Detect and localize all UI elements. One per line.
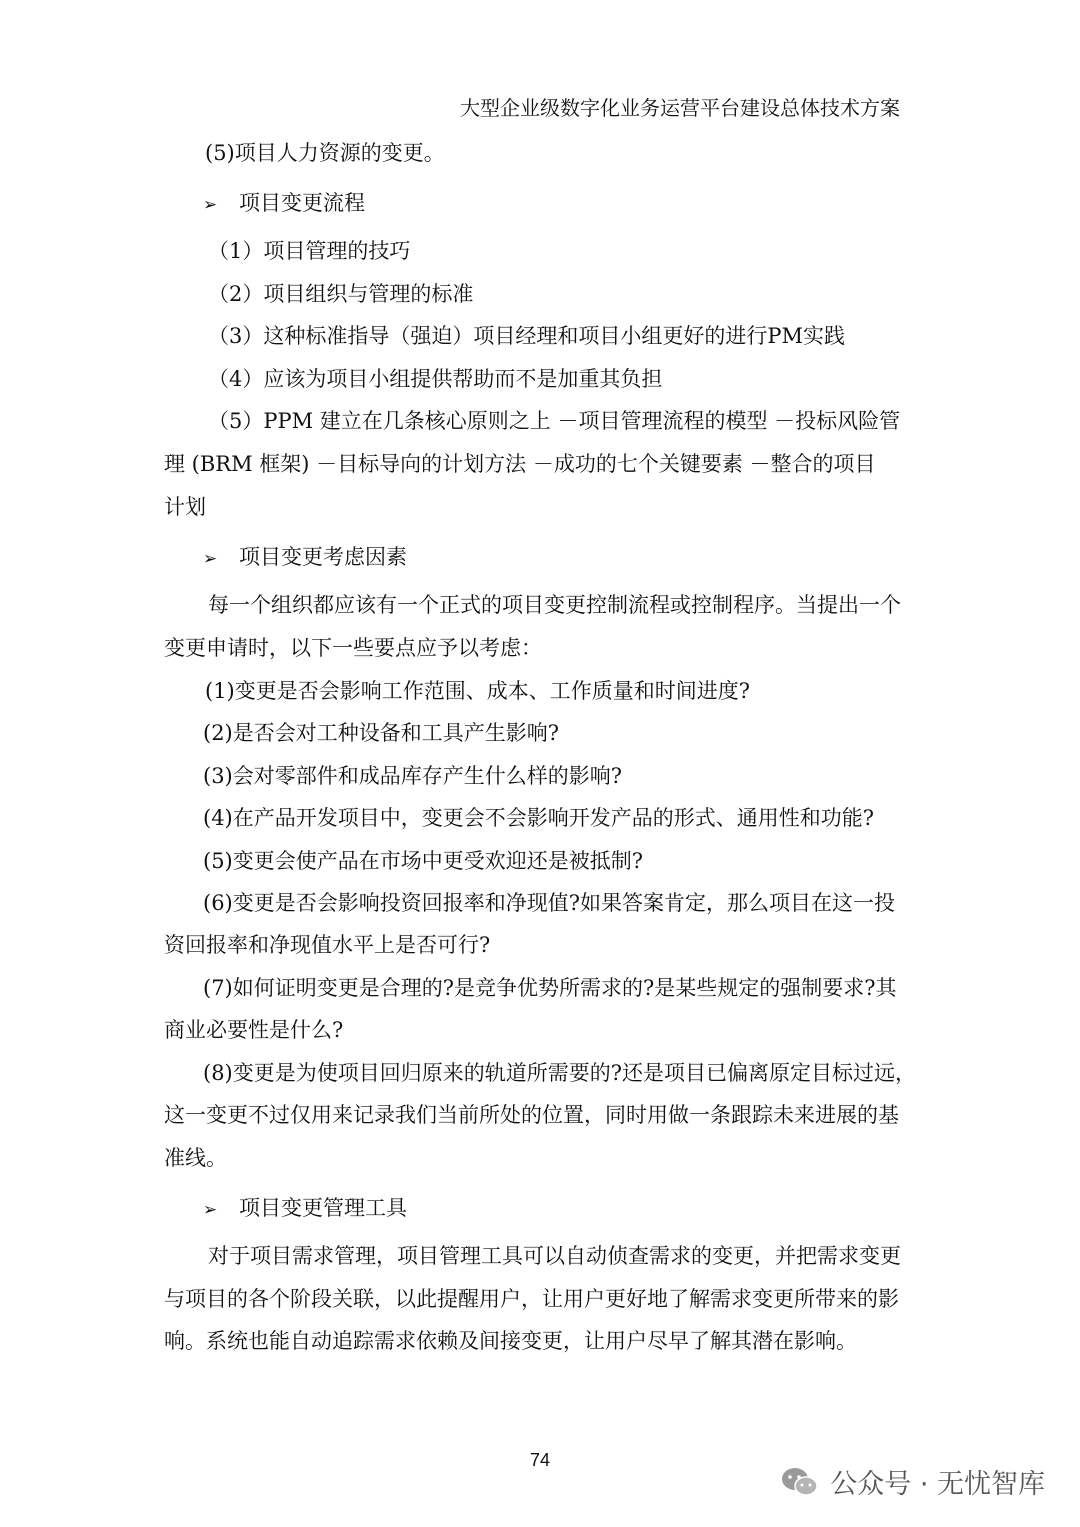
page-number: 74 xyxy=(529,1450,551,1470)
list-item: (5)变更会使产品在市场中更受欢迎还是被抵制? xyxy=(203,849,644,873)
list-item: (2)是否会对工种设备和工具产生影响? xyxy=(203,721,560,745)
list-item-continuation: 这一变更不过仅用来记录我们当前所处的位置，同时用做一条跟踪未来进展的基 xyxy=(164,1103,899,1127)
list-item: （5）PPM 建立在几条核心原则之上 －项目管理流程的模型 －投标风险管 xyxy=(208,409,901,433)
list-item: (8)变更是为使项目回归原来的轨道所需要的?还是项目已偏离原定目标过远， xyxy=(203,1061,917,1085)
list-item: （4）应该为项目小组提供帮助而不是加重其负担 xyxy=(208,367,663,391)
list-item-continuation: 计划 xyxy=(164,495,206,519)
list-item-continuation: 资回报率和净现值水平上是否可行? xyxy=(164,933,491,957)
heading-text: 项目变更流程 xyxy=(239,191,365,215)
list-item-continuation: 准线。 xyxy=(164,1146,227,1170)
list-item: （1）项目管理的技巧 xyxy=(208,239,411,263)
section-heading xyxy=(203,542,407,574)
list-item: (1)变更是否会影响工作范围、成本、工作质量和时间进度? xyxy=(205,679,751,703)
paragraph-line: 响。系统也能自动追踪需求依赖及间接变更，让用户尽早了解其潜在影响。 xyxy=(164,1329,857,1353)
paragraph-line: (5)项目人力资源的变更。 xyxy=(205,141,445,165)
paragraph-line: 与项目的各个阶段关联，以此提醒用户，让用户更好地了解需求变更所带来的影 xyxy=(164,1287,899,1311)
section-heading xyxy=(203,1193,407,1225)
watermark xyxy=(780,1462,1045,1501)
heading-text: 项目变更考虑因素 xyxy=(239,545,407,569)
arrow-bullet-icon: ➢ xyxy=(203,1200,218,1220)
list-item: （3）这种标准指导（强迫）项目经理和项目小组更好的进行PM实践 xyxy=(208,324,845,348)
list-item-continuation: 理 (BRM 框架) －目标导向的计划方法 －成功的七个关键要素 －整合的项目 xyxy=(164,452,876,476)
list-item-continuation: 商业必要性是什么? xyxy=(164,1018,344,1042)
wechat-icon xyxy=(780,1465,820,1499)
list-item: (6)变更是否会影响投资回报率和净现值?如果答案肯定，那么项目在这一投 xyxy=(203,891,896,915)
paragraph-line: 每一个组织都应该有一个正式的项目变更控制流程或控制程序。当提出一个 xyxy=(208,593,901,617)
list-item: (4)在产品开发项目中，变更会不会影响开发产品的形式、通用性和功能? xyxy=(203,806,875,830)
paragraph-line: 对于项目需求管理，项目管理工具可以自动侦查需求的变更，并把需求变更 xyxy=(208,1244,901,1268)
section-heading xyxy=(203,188,365,220)
arrow-bullet-icon: ➢ xyxy=(203,549,218,569)
list-item: （2）项目组织与管理的标准 xyxy=(208,282,474,306)
list-item: (3)会对零部件和成品库存产生什么样的影响? xyxy=(203,764,623,788)
heading-text: 项目变更管理工具 xyxy=(239,1196,407,1220)
arrow-bullet-icon: ➢ xyxy=(203,195,218,215)
list-item: (7)如何证明变更是合理的?是竞争优势所需求的?是某些规定的强制要求?其 xyxy=(203,976,897,1000)
paragraph-line: 变更申请时，以下一些要点应予以考虑： xyxy=(164,636,542,660)
running-header: 大型企业级数字化业务运营平台建设总体技术方案 xyxy=(460,96,900,120)
watermark-text: 公众号 · 无忧智库 xyxy=(830,1469,1045,1500)
